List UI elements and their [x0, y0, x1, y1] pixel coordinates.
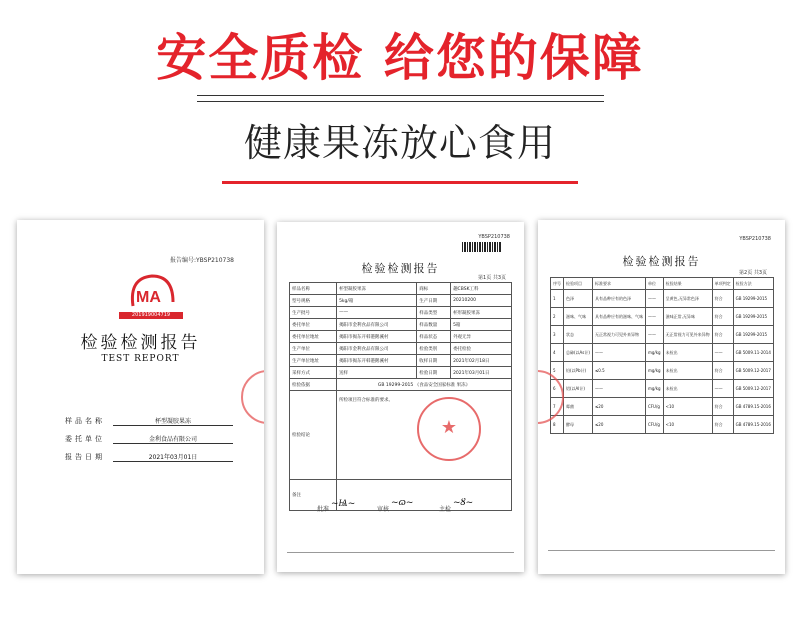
table-cell: 铅(以Pb计): [564, 362, 593, 380]
table-cell: ≤20: [592, 398, 645, 416]
table-cell: 符合: [712, 398, 733, 416]
page2-page-number: 第2页 共3页: [739, 270, 767, 276]
report-cover-sheet: [17, 220, 264, 574]
table-cell: 杯型凝胶果冻: [337, 283, 417, 295]
table-cell: 具有品种应有的色泽: [592, 290, 645, 308]
sign-test-label: 主检: [439, 506, 452, 513]
table-cell: 铝(以Al计): [564, 380, 593, 398]
table-cell: mg/kg: [645, 344, 663, 362]
footer-divider: [548, 550, 775, 551]
signature-approve-icon: ~Ѩ~: [331, 499, 356, 509]
table-cell: GB 19299-2015 《食品安全国家标准 果冻》: [337, 379, 512, 391]
table-cell: 检验结论: [290, 391, 337, 480]
signature-review-icon: ~ɷ~: [391, 498, 414, 508]
column-header: 序号: [551, 278, 564, 290]
table-cell: 呈黄色,无异常色泽: [663, 290, 712, 308]
column-header: 单位: [645, 278, 663, 290]
table-cell: mg/kg: [645, 380, 663, 398]
table-cell: 商标: [417, 283, 451, 295]
table-cell: 备注: [290, 480, 337, 511]
table-cell: 样品数量: [417, 319, 451, 331]
table-cell: GB 19299-2015: [733, 326, 773, 344]
table-row: [290, 283, 512, 295]
test-results-table: [550, 277, 774, 434]
page2-report-number: YBSP210738: [739, 236, 771, 242]
table-cell: 符合: [712, 290, 733, 308]
table-cell: ≤20: [592, 416, 645, 434]
field-value-date: 2021年03月01日: [113, 452, 233, 462]
table-cell: [337, 480, 512, 511]
table-cell: 符合: [712, 326, 733, 344]
cma-code: 201919004719: [119, 312, 183, 319]
barcode-icon: [462, 242, 502, 252]
report-page-1-sheet: [277, 222, 524, 572]
table-cell: ——: [712, 380, 733, 398]
table-cell: 未检出: [663, 344, 712, 362]
table-cell: 霉菌: [564, 398, 593, 416]
table-cell: 色泽: [564, 290, 593, 308]
table-cell: 趣CBSK工料: [451, 283, 512, 295]
table-cell: 滋味、气味: [564, 308, 593, 326]
table-cell: 杯形凝胶果冻: [451, 307, 512, 319]
page2-title: 检验检测报告: [622, 255, 701, 268]
table-cell: 符合: [712, 362, 733, 380]
table-row: [290, 319, 512, 331]
table-cell: ——: [337, 307, 417, 319]
table-cell: 生产单位: [290, 343, 337, 355]
table-row: [551, 416, 774, 434]
inspection-seal-icon: ★: [417, 397, 481, 461]
table-cell: GB 5009.11-2014: [733, 344, 773, 362]
table-cell: 5: [551, 362, 564, 380]
column-header: 单项判定: [712, 278, 733, 290]
table-cell: 8: [551, 416, 564, 434]
table-cell: GB 19299-2015: [733, 290, 773, 308]
table-cell: 2021年02月18日: [451, 355, 512, 367]
table-cell: 总砷(以As计): [564, 344, 593, 362]
table-cell: 委托检验: [451, 343, 512, 355]
table-row: [290, 307, 512, 319]
table-cell: 样品状态: [417, 331, 451, 343]
accent-bar: [222, 181, 578, 184]
table-cell: 3: [551, 326, 564, 344]
column-header: 检验项目: [564, 278, 593, 290]
table-cell: 揭阳市金利食品有限公司: [337, 343, 417, 355]
field-label-date: 报告日期: [65, 453, 105, 461]
table-cell: 型号规格: [290, 295, 337, 307]
table-cell: 检验日期: [417, 367, 451, 379]
column-header: 标准要求: [592, 278, 645, 290]
table-cell: 未检出: [663, 362, 712, 380]
table-cell: 20210200: [451, 295, 512, 307]
table-cell: 6: [551, 380, 564, 398]
sign-review-label: 审核: [377, 506, 390, 513]
table-cell: 收样日期: [417, 355, 451, 367]
table-cell: 检验依据: [290, 379, 337, 391]
table-row: [551, 344, 774, 362]
table-cell: ——: [592, 344, 645, 362]
table-cell: GB 19299-2015: [733, 308, 773, 326]
table-cell: 采样方式: [290, 367, 337, 379]
table-row: [551, 326, 774, 344]
table-cell: 具有品种应有的滋味、气味: [592, 308, 645, 326]
table-cell: ≤0.5: [592, 362, 645, 380]
table-cell: 4: [551, 344, 564, 362]
table-header-row: [551, 278, 774, 290]
table-cell: CFU/g: [645, 416, 663, 434]
cover-report-number: 报告编号:YBSP210738: [169, 257, 234, 264]
table-row: [551, 290, 774, 308]
page1-report-number: YBSP210738: [478, 234, 510, 240]
svg-text:MA: MA: [136, 289, 161, 306]
table-row: [290, 367, 512, 379]
table-cell: 2021年03月01日: [451, 367, 512, 379]
table-row: [290, 343, 512, 355]
table-cell: 检验类别: [417, 343, 451, 355]
table-cell: ——: [645, 326, 663, 344]
table-cell: 符合: [712, 416, 733, 434]
table-row: [551, 308, 774, 326]
table-cell: 委托单位: [290, 319, 337, 331]
table-cell: ——: [592, 380, 645, 398]
table-cell: 生产日期: [417, 295, 451, 307]
column-header: 检验方法: [733, 278, 773, 290]
table-cell: ——: [712, 344, 733, 362]
page1-page-number: 第1页 共3页: [478, 275, 506, 281]
table-cell: ——: [645, 308, 663, 326]
field-label-sample: 样品名称: [65, 417, 105, 425]
sample-info-table: [289, 282, 512, 511]
table-row: [551, 398, 774, 416]
table-cell: CFU/g: [645, 398, 663, 416]
divider-top: [197, 95, 604, 96]
table-cell: 5箱: [451, 319, 512, 331]
field-label-client: 委托单位: [65, 435, 105, 443]
footer-divider: [287, 552, 514, 553]
table-cell: 外观无异: [451, 331, 512, 343]
table-cell: mg/kg: [645, 362, 663, 380]
column-header: 检验结果: [663, 278, 712, 290]
table-cell: 2: [551, 308, 564, 326]
table-cell: 揭阳市揭东开韩港鹅溪村: [337, 355, 417, 367]
table-cell: 样品类型: [417, 307, 451, 319]
table-cell: 无正常视力可见外来异物: [663, 326, 712, 344]
table-row: [551, 362, 774, 380]
table-cell: 7: [551, 398, 564, 416]
sign-approve-label: 批准: [317, 506, 330, 513]
table-cell: 无正常视力可见外来异物: [592, 326, 645, 344]
table-row: [290, 355, 512, 367]
table-row: [551, 380, 774, 398]
table-cell: 1: [551, 290, 564, 308]
seal-stamp-icon: [241, 370, 264, 424]
table-cell: 委托单位地址: [290, 331, 337, 343]
table-cell: GB 5009.12-2017: [733, 380, 773, 398]
table-cell: ——: [645, 290, 663, 308]
table-row: [290, 379, 512, 391]
table-cell: 未检出: [663, 380, 712, 398]
table-cell: 生产批号: [290, 307, 337, 319]
table-cell: 所检项目符合标准的要求。: [337, 391, 512, 480]
divider-bottom: [197, 101, 604, 102]
table-cell: GB 5009.12-2017: [733, 362, 773, 380]
signature-test-icon: ~Ȣ~: [453, 498, 474, 508]
table-cell: 揭阳市揭东开韩港鹅溪村: [337, 331, 417, 343]
cover-title: 检验检测报告: [80, 333, 201, 353]
cma-logo-icon: [127, 272, 177, 310]
table-cell: 滋味正常,无异味: [663, 308, 712, 326]
table-cell: 5kg/箱: [337, 295, 417, 307]
table-cell: 符合: [712, 308, 733, 326]
table-cell: <10: [663, 398, 712, 416]
table-cell: 酵母: [564, 416, 593, 434]
subheadline: 健康果冻放心食用: [243, 121, 556, 165]
table-cell: GB 4789.15-2016: [733, 398, 773, 416]
page1-title: 检验检测报告: [361, 262, 440, 275]
headline: 安全质检 给您的保障: [156, 29, 644, 87]
table-cell: GB 4789.15-2016: [733, 416, 773, 434]
table-cell: <10: [663, 416, 712, 434]
table-cell: 样品名称: [290, 283, 337, 295]
cover-title-english: TEST REPORT: [101, 354, 180, 364]
table-row: [290, 331, 512, 343]
table-cell: 生产单位地址: [290, 355, 337, 367]
table-cell: 状态: [564, 326, 593, 344]
table-row: [290, 295, 512, 307]
report-page-2-sheet: [538, 220, 785, 574]
table-cell: 揭阳市金利食品有限公司: [337, 319, 417, 331]
field-value-sample: 杯型凝胶果冻: [113, 416, 233, 426]
field-value-client: 金利食品有限公司: [113, 434, 233, 444]
table-cell: 送样: [337, 367, 417, 379]
